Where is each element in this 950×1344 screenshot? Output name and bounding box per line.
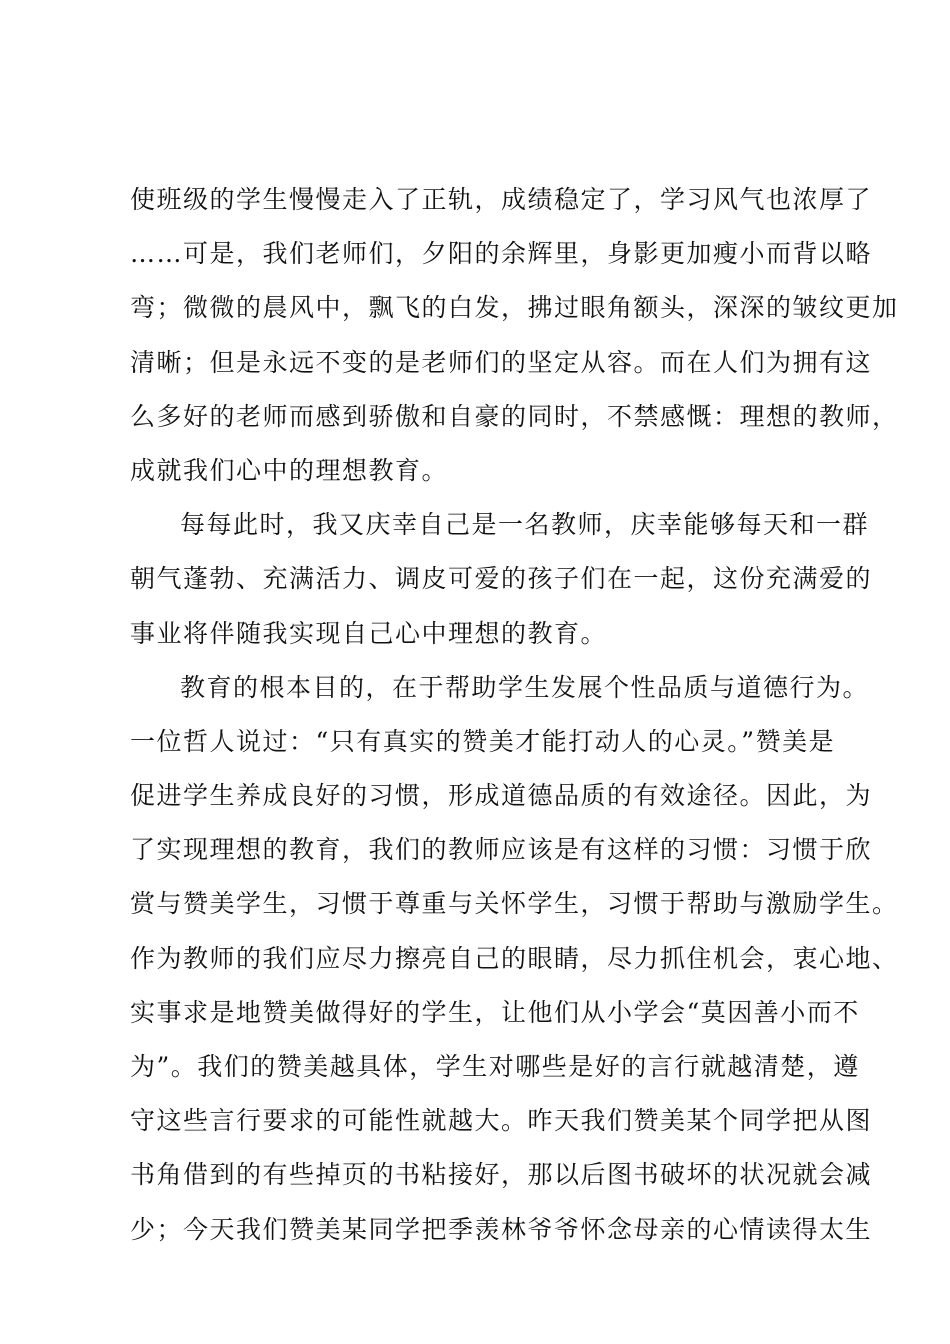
- text-line: ……可是，我们老师们，夕阳的余辉里，身影更加瘦小而背以略: [130, 239, 873, 269]
- text-line: 为”。我们的赞美越具体，学生对哪些是好的言行就越清楚，遵: [130, 1052, 860, 1081]
- text-line: 朝气蓬勃、充满活力、调皮可爱的孩子们在一起，这份充满爱的: [130, 564, 873, 594]
- text-line: 作为教师的我们应尽力擦亮自己的眼睛，尽力抓住机会，衷心地、: [130, 943, 899, 973]
- text-line: 一位哲人说过：“只有真实的赞美才能打动人的心灵。”赞美是: [130, 726, 836, 756]
- text-line: 促进学生养成良好的习惯，形成道德品质的有效途径。因此，为: [130, 781, 873, 811]
- text-line: 守这些言行要求的可能性就越大。昨天我们赞美某个同学把从图: [130, 1106, 873, 1136]
- text-line: 了实现理想的教育，我们的教师应该是有这样的习惯：习惯于欣: [130, 835, 873, 865]
- text-line: 少；今天我们赞美某同学把季羡林爷爷怀念母亲的心情读得太生: [130, 1214, 873, 1244]
- paragraph-first-line: 每每此时，我又庆幸自己是一名教师，庆幸能够每天和一群: [180, 510, 870, 540]
- text-line: 清晰；但是永远不变的是老师们的坚定从容。而在人们为拥有这: [130, 347, 873, 377]
- text-line: 实事求是地赞美做得好的学生，让他们从小学会“莫因善小而不: [130, 997, 860, 1027]
- text-line: 书角借到的有些掉页的书粘接好，那以后图书破坏的状况就会减: [130, 1160, 873, 1190]
- text-line: 弯；微微的晨风中，飘飞的白发，拂过眼角额头，深深的皱纹更加: [130, 293, 899, 323]
- text-line: 成就我们心中的理想教育。: [130, 455, 449, 485]
- body-text: [130, 173, 899, 1257]
- text-line: 事业将伴随我实现自己心中理想的教育。: [130, 618, 608, 648]
- text-line: 么多好的老师而感到骄傲和自豪的同时，不禁感慨：理想的教师，: [130, 401, 899, 431]
- paragraph-first-line: 教育的根本目的，在于帮助学生发展个性品质与道德行为。: [180, 672, 870, 702]
- text-line: 使班级的学生慢慢走入了正轨，成绩稳定了，学习风气也浓厚了: [130, 185, 873, 214]
- text-line: 赏与赞美学生，习惯于尊重与关怀学生，习惯于帮助与激励学生。: [130, 889, 899, 919]
